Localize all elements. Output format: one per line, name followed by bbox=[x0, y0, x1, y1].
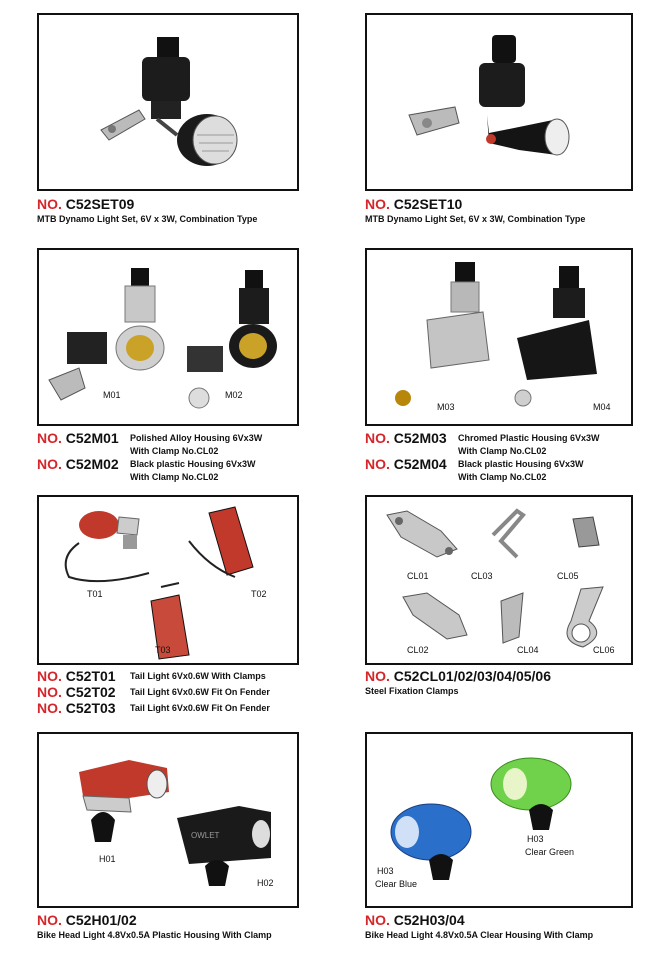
product-description: MTB Dynamo Light Set, 6V x 3W, Combination Type bbox=[365, 214, 586, 224]
no-code: C52T03 bbox=[65, 700, 116, 716]
product-description: Tail Light 6Vx0.6W With Clamps bbox=[130, 671, 266, 681]
product-description: Bike Head Light 4.8Vx0.5A Plastic Housing With Clamp bbox=[37, 930, 272, 940]
no-code: C52T02 bbox=[65, 684, 116, 700]
product-number bbox=[365, 196, 462, 212]
no-code: C52SET10 bbox=[393, 196, 463, 212]
product-description: Bike Head Light 4.8Vx0.5A Clear Housing With Clamp bbox=[365, 930, 594, 940]
model-label: H03 bbox=[527, 834, 544, 844]
product-frame-set09 bbox=[37, 13, 299, 191]
product-description: With Clamp No.CL02 bbox=[130, 446, 219, 456]
no-prefix: NO. bbox=[365, 456, 390, 472]
model-label: CL03 bbox=[471, 571, 493, 581]
model-label: CL01 bbox=[407, 571, 429, 581]
no-prefix: NO. bbox=[37, 684, 62, 700]
product-description: Steel Fixation Clamps bbox=[365, 686, 459, 696]
tail-light-image bbox=[39, 497, 297, 663]
product-number bbox=[37, 684, 116, 700]
model-label: CL02 bbox=[407, 645, 429, 655]
brand-text: OWLET bbox=[191, 831, 220, 840]
no-code: C52M01 bbox=[65, 430, 119, 446]
no-code: C52H01/02 bbox=[65, 912, 137, 928]
model-label: T03 bbox=[155, 645, 171, 655]
no-prefix: NO. bbox=[365, 196, 390, 212]
product-frame-set10 bbox=[365, 13, 633, 191]
no-code: C52H03/04 bbox=[393, 912, 465, 928]
product-number bbox=[37, 700, 116, 716]
model-label: M01 bbox=[103, 390, 121, 400]
color-label: Clear Green bbox=[525, 847, 575, 857]
model-label: M03 bbox=[437, 402, 455, 412]
no-prefix: NO. bbox=[37, 912, 62, 928]
no-prefix: NO. bbox=[365, 668, 390, 684]
model-label: H03 bbox=[377, 866, 394, 876]
dynamo-pair-image bbox=[39, 250, 297, 424]
no-prefix: NO. bbox=[37, 668, 62, 684]
dynamo-set-image bbox=[39, 15, 297, 189]
no-code: C52M02 bbox=[65, 456, 119, 472]
product-description: Tail Light 6Vx0.6W Fit On Fender bbox=[130, 703, 270, 713]
product-description: Black plastic Housing 6Vx3W bbox=[458, 459, 584, 469]
product-description: Polished Alloy Housing 6Vx3W bbox=[130, 433, 263, 443]
dynamo-pair-image bbox=[367, 250, 631, 424]
product-number bbox=[365, 912, 465, 928]
product-number bbox=[37, 912, 137, 928]
product-frame-m03-m04 bbox=[365, 248, 633, 426]
no-prefix: NO. bbox=[365, 430, 390, 446]
no-prefix: NO. bbox=[37, 700, 62, 716]
product-description: Tail Light 6Vx0.6W Fit On Fender bbox=[130, 687, 270, 697]
no-code: C52SET09 bbox=[65, 196, 135, 212]
product-frame-clamps bbox=[365, 495, 633, 665]
product-description: With Clamp No.CL02 bbox=[458, 472, 547, 482]
no-prefix: NO. bbox=[365, 912, 390, 928]
product-description: Black plastic Housing 6Vx3W bbox=[130, 459, 256, 469]
product-description: Chromed Plastic Housing 6Vx3W bbox=[458, 433, 600, 443]
model-label: M02 bbox=[225, 390, 243, 400]
no-code: C52M04 bbox=[393, 456, 447, 472]
product-number bbox=[37, 430, 119, 446]
model-label: CL06 bbox=[593, 645, 615, 655]
no-prefix: NO. bbox=[37, 196, 62, 212]
product-description: With Clamp No.CL02 bbox=[458, 446, 547, 456]
dynamo-set-image bbox=[367, 15, 631, 189]
product-description: With Clamp No.CL02 bbox=[130, 472, 219, 482]
product-number bbox=[37, 196, 134, 212]
product-number bbox=[365, 430, 447, 446]
product-description: MTB Dynamo Light Set, 6V x 3W, Combination Type bbox=[37, 214, 258, 224]
no-code: C52T01 bbox=[65, 668, 116, 684]
product-number bbox=[37, 456, 119, 472]
model-label: CL04 bbox=[517, 645, 539, 655]
model-label: T02 bbox=[251, 589, 267, 599]
product-frame-m01-m02 bbox=[37, 248, 299, 426]
product-number bbox=[365, 668, 551, 684]
no-code: C52CL01/02/03/04/05/06 bbox=[393, 668, 552, 684]
model-label: CL05 bbox=[557, 571, 579, 581]
product-frame-h03-h04 bbox=[365, 732, 633, 908]
no-prefix: NO. bbox=[37, 430, 62, 446]
model-label: H01 bbox=[99, 854, 116, 864]
no-prefix: NO. bbox=[37, 456, 62, 472]
model-label: T01 bbox=[87, 589, 103, 599]
color-label: Clear Blue bbox=[375, 879, 418, 889]
product-frame-t01-t03 bbox=[37, 495, 299, 665]
model-label: H02 bbox=[257, 878, 274, 888]
product-frame-h01-h02 bbox=[37, 732, 299, 908]
no-code: C52M03 bbox=[393, 430, 447, 446]
product-number bbox=[365, 456, 447, 472]
model-label: M04 bbox=[593, 402, 611, 412]
product-number bbox=[37, 668, 116, 684]
